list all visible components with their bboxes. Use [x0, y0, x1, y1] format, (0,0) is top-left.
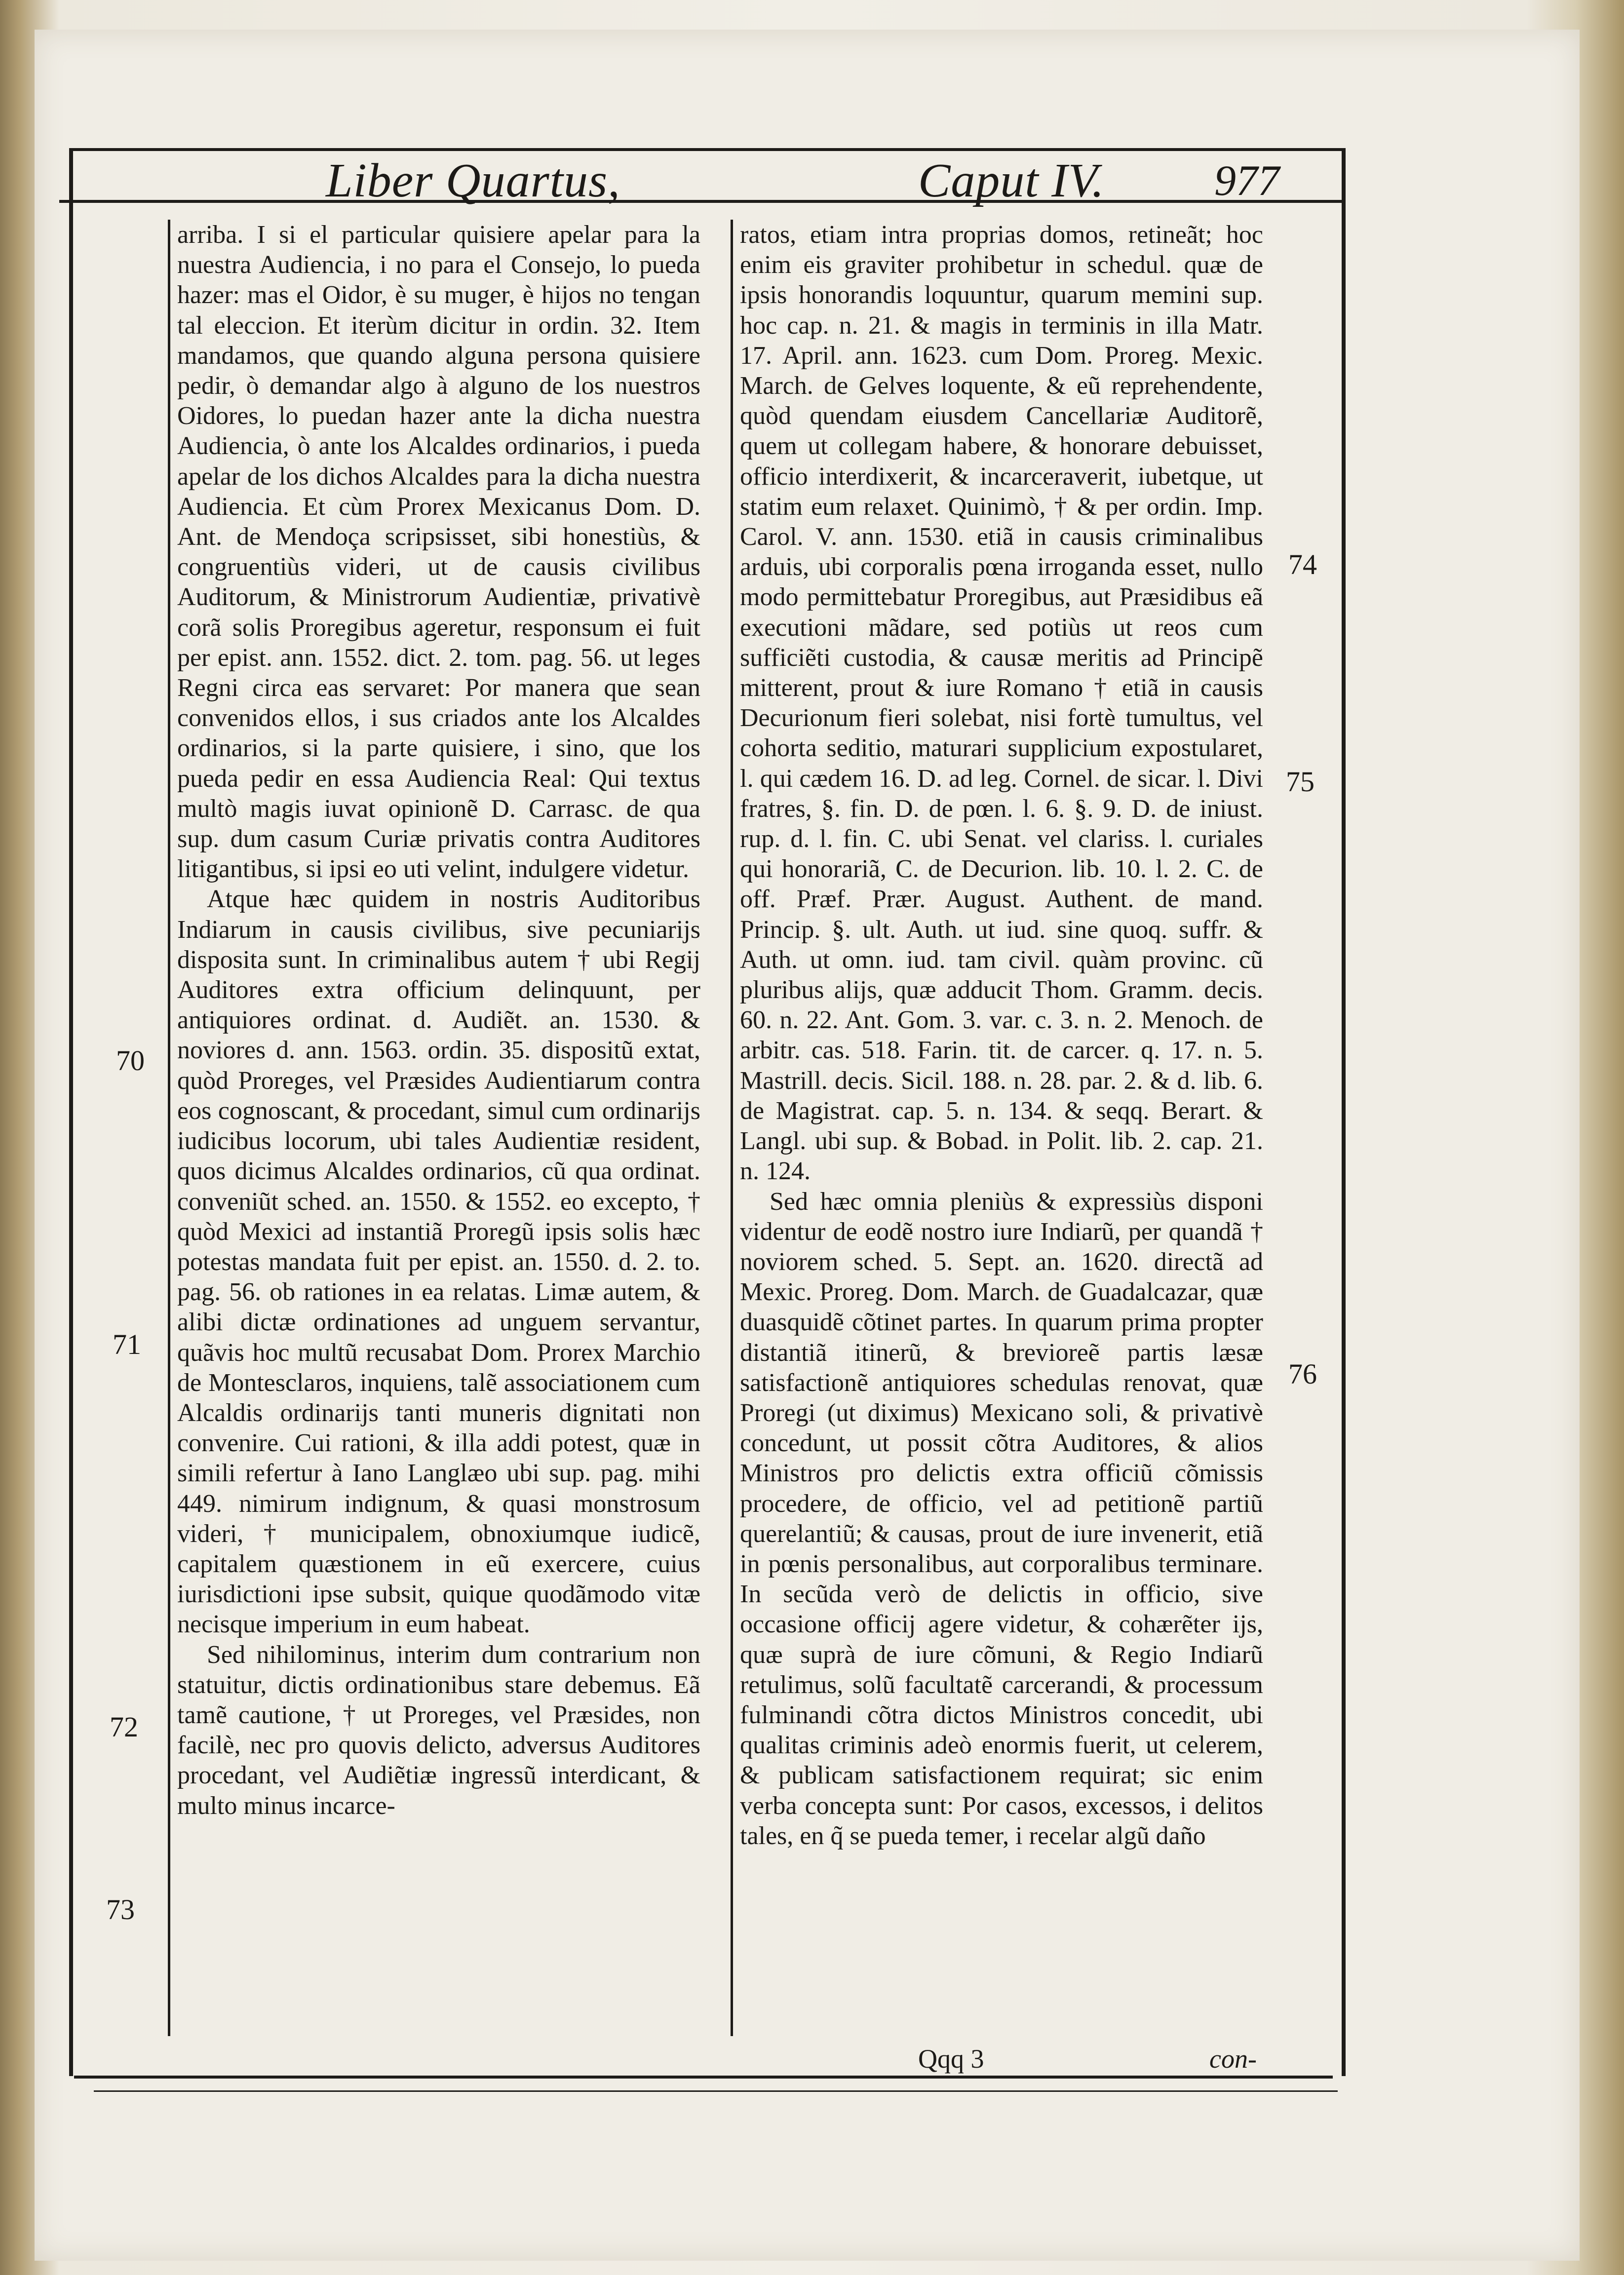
frame-bottom-rule	[74, 2076, 1333, 2079]
right-paragraph-1: ratos, etiam intra proprias domos, retineãt; hoc enim eis graviter prohibetur in schedul. quæ de ipsis honorandis loquuntur, quarum memini sup. hoc cap. n. 21. & magis in terminis in illa Matr. 17. April. ann. 1623. cum Dom. Proreg. Mexic. March. de Gelves loquente, & eũ reprehendente, quòd quendam eiusdem Cancellariæ Auditorẽ, quem ut collegam habere, & honorare debuisset, officio interdixerit, & incarceraverit, iubetque, ut statim eum relaxet. Quinimò, † & per ordin. Imp. Carol. V. ann. 1530. etiã in causis criminalibus arduis, ubi corporalis pœna irroganda esset, nullo modo permittebatur Proregibus, aut Præsidibus eã executioni mãdare, sed potiùs ut reos cum sufficiẽti custodia, & causæ meritis ad Principẽ mitterent, prout & iure Romano † etiã in causis Decurionum fieri solebat, nisi fortè tumultus, vel cohorta seditio, maturari supplicium expostularet, l. qui cædem 16. D. ad leg. Cornel. de sicar. l. Divi fratres, §. fin. D. de pœn. l. 6. §. 9. D. de iniust. rup. d. l. fin. C. ubi Senat. vel clariss. l. curiales qui honorariã, C. de Decurion. lib. 10. l. 2. C. de off. Præf. Prær. August. Authent. de mand. Princip. §. ult. Auth. ut iud. sine quoq. suffr. & Auth. ut omn. iud. tam civil. quàm provinc. cũ pluribus alijs, quæ adducit Thom. Gramm. decis. 60. n. 22. Ant. Gom. 3. var. c. 3. n. 2. Menoch. de arbitr. cas. 518. Farin. tit. de carcer. q. 17. n. 5. Mastrill. decis. Sicil. 188. n. 28. par. 2. & d. lib. 6. de Magistrat. cap. 5. n. 134. & seqq. Berart. & Langl. ubi sup. & Bobad. in Polit. lib. 2. cap. 21. n. 124.	[740, 221, 1263, 1186]
running-head-right: Caput IV.	[918, 154, 1105, 207]
margin-number: 74	[1288, 548, 1317, 580]
left-column	[168, 220, 700, 2036]
catchword: con-	[1209, 2044, 1257, 2074]
margin-number: 72	[110, 1711, 138, 1743]
running-head-left: Liber Quartus,	[326, 154, 620, 207]
left-paragraph-1: arriba. I si el particular quisiere apelar para la nuestra Audiencia, i no para el Consejo, lo pueda hazer: mas el Oidor, è su muger, è hijos no tengan tal eleccion. Et iterùm dicitur in ordin. 32. Item mandamos, que quando alguna persona quisiere pedir, ò demandar algo à alguno de los nuestros Oidores, lo puedan hazer ante la dicha nuestra Audiencia, ò ante los Alcaldes ordinarios, i pueda apelar de los dichos Alcaldes para la dicha nuestra Audiencia. Et cùm Prorex Mexicanus Dom. D. Ant. de Mendoça scripsisset, sibi honestiùs, & congruentiùs videri, ut de causis civilibus Auditorum, & Ministrorum Audientiæ, privativè corã solis Proregibus ageretur, responsum ei fuit per epist. ann. 1552. dict. 2. tom. pag. 56. ut leges Regni circa eas servaret: Por manera que sean convenidos ellos, i sus criados ante los Alcaldes ordinarios, si la parte quisiere, i sino, que los pueda pedir en essa Audiencia Real: Qui textus multò magis iuvat opinionẽ D. Carrasc. de qua sup. dum casum Curiæ privatis contra Auditores litigantibus, si ipsi eo uti velint, indulgere videtur.	[177, 221, 700, 884]
left-paragraph-2: Atque hæc quidem in nostris Auditoribus Indiarum in causis civilibus, sive pecuniarijs disposita sunt. In criminalibus autem † ubi Regij Auditores extra officium delinquunt, per antiquiores ordinat. d. Audiẽt. an. 1530. & noviores d. ann. 1563. ordin. 35. dispositũ extat, quòd Proreges, vel Præsides Audientiarum contra eos cognoscant, & procedant, simul cum ordinarijs iudicibus locorum, ubi tales Audientiæ resident, quos dicimus Alcaldes ordinarios, cũ qua ordinat. conveniũt sched. an. 1550. & 1552. eo excepto, † quòd Mexici ad instantiã Proregũ ipsis solis hæc potestas mandata fuit per epist. an. 1550. d. 2. to. pag. 56. ob rationes in ea relatas. Limæ autem, & alibi dictæ ordinationes ad unguem servantur, quãvis hoc multũ recusabat Dom. Prorex Marchio de Montesclaros, inquiens, talẽ associationem cum Alcaldis ordinarijs tanti muneris dignitati non convenire. Cui rationi, & illa addi potest, quæ in simili refertur à Iano Langlæo ubi sup. pag. mihi 449. nimirum indignum, & quasi monstrosum videri, † municipalem, obnoxiumque iudicẽ, capitalem quæstionem in eũ exercere, cuius iurisdictioni ipse subsit, quique quodãmodo vitæ necisque imperium in eum habeat.	[177, 885, 700, 1639]
margin-number: 71	[113, 1328, 141, 1360]
folio-number: 977	[1214, 157, 1279, 205]
right-paragraph-2: Sed hæc omnia pleniùs & expressiùs disponi videntur de eodẽ nostro iure Indiarũ, per quandã † noviorem sched. 5. Sept. an. 1620. directã ad Mexic. Proreg. Dom. March. de Guadalcazar, quæ duasquidẽ cõtinet partes. In quarum prima propter distantiã itinerũ, & brevioreẽ partis læsæ satisfactionẽ antiquiores schedulas renovat, quæ Proregi (ut diximus) Mexicano soli, & privativè concedunt, ut possit cõtra Auditores, & alios Ministros pro delictis extra officiũ cõmissis procedere, de officio, vel ad petitionẽ partiũ querelantiũ; & causas, prout de iure invenerit, etiã in pœnis personalibus, aut corporalibus terminare. In secũda verò de delictis in officio, sive occasione officij agere videtur, & cohærẽter ijs, quæ suprà de iure cõmuni, & Regio Indiarũ retulimus, solũ facultatẽ carcerandi, & processum fulminandi cõtra dictos Ministros concedit, ubi qualitas criminis adeò enormis fuerit, ut celerem, & publicam satisfactionem requirat; sic enim verba concepta sunt: Por casos, excessos, i delitos tales, en q̃ se pueda temer, i recelar algũ daño	[740, 1187, 1263, 1850]
margin-number: 75	[1286, 766, 1315, 798]
running-head	[109, 148, 1372, 207]
signature-mark: Qqq 3	[918, 2044, 984, 2074]
left-paragraph-3: Sed nihilominus, interim dum contrarium non statuitur, dictis ordinationibus stare debemus. Eã tamẽ cautione, † ut Proreges, vel Præsides, non facilè, nec pro quovis delicto, adversus Auditores procedant, vel Audiẽtiæ ingressũ interdicant, & multo minus incarce-	[177, 1640, 700, 1820]
margin-number: 76	[1288, 1358, 1317, 1390]
margin-number: 70	[116, 1044, 145, 1077]
right-column	[731, 220, 1263, 2036]
frame-bottom-rule-thin	[94, 2090, 1338, 2092]
margin-number: 73	[106, 1893, 135, 1926]
